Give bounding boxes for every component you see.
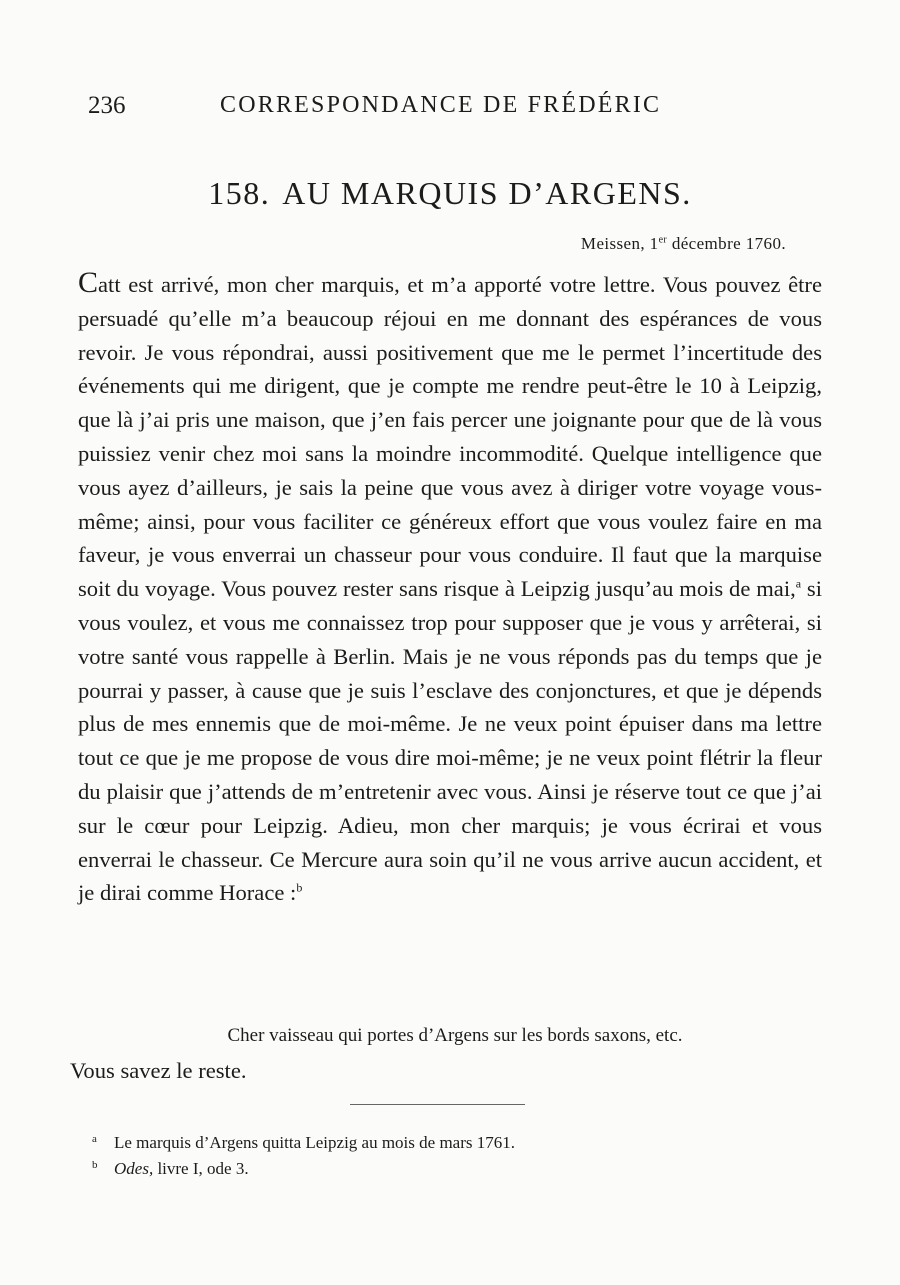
body-text-part2: si vous voulez, et vous me connaissez trop pour supposer que je vous y arrêterai, si votre santé vous rappelle à Berlin. Mais je ne vous réponds pas du temps que je pourrai y passer, à cause que je suis l’esclave des conjonctures, et que je dépends plus de mes ennemis que de moi-même. Je ne veux point épuiser dans ma lettre tout ce que je me propose de vous dire moi-même; je ne veux point flétrir la fleur du plaisir que j’attends de m’entretenir avec vous. Ainsi je réserve tout ce que j’ai sur le cœur pour Leipzig. Adieu, mon cher marquis; je vous écrirai et vous enverrai le chasseur. Ce Mercure aura soin qu’il ne vous arrive aucun accident, et je dirai comme Horace : (78, 576, 822, 906)
footnote-ref-a[interactable]: a (795, 576, 802, 591)
footnote-ref-b[interactable]: b (296, 880, 303, 895)
closing-line: Vous savez le reste. (70, 1058, 247, 1083)
footnote-a (92, 1130, 792, 1156)
footnotes (92, 1130, 792, 1182)
body-paragraph (78, 266, 822, 910)
footnote-text: Le marquis d’Argens quitta Leipzig au mois de mars 1761. (114, 1133, 515, 1152)
running-head (88, 92, 693, 128)
footnote-divider (350, 1104, 525, 1105)
letter-title: AU MARQUIS D’ARGENS. (282, 175, 692, 211)
letter-number: 158. (208, 175, 271, 211)
footnote-b (92, 1156, 792, 1182)
footnote-source: Odes, (114, 1159, 154, 1178)
footnote-mark: b (92, 1159, 98, 1171)
page-number: 236 (88, 92, 126, 119)
letter-body (78, 266, 822, 910)
dateline-place: Meissen, 1 (580, 234, 659, 253)
dateline (581, 234, 786, 254)
dateline-date: décembre 1760. (667, 234, 786, 253)
dropcap: C (78, 266, 99, 299)
letter-heading (0, 175, 900, 212)
body-text-part1: att est arrivé, mon cher marquis, et m’a apporté votre lettre. Vous pouvez être persuadé qu’elle m’a beaucoup réjoui en me donnant des espérances de vous revoir. Je vous répondrai, aussi positivement que me le permet l’incertitude des événements qui me dirigent, que je compte me rendre peut-être le 10 à Leipzig, que là j’ai pris une maison, que j’en fais percer une joignante pour que de là vous puissiez venir chez moi sans la moindre incommodité. Quelque intelligence que vous ayez d’ailleurs, je sais la peine que vous avez à diriger votre voyage vous-même; ainsi, pour vous faciliter ce généreux effort que vous voulez faire en ma faveur, je vous enverrai un chasseur pour vous conduire. Il faut que la marquise soit du voyage. Vous pouvez rester sans risque à Leipzig jusqu’au mois de mai, (78, 272, 822, 602)
footnote-mark: a (92, 1133, 97, 1145)
dateline-superscript: er (658, 234, 668, 246)
footnote-text: livre I, ode 3. (153, 1159, 249, 1178)
running-title: CORRESPONDANCE DE FRÉDÉRIC (220, 92, 662, 118)
verse-quotation: Cher vaisseau qui portes d’Argens sur les bords saxons, etc. (227, 1025, 683, 1046)
